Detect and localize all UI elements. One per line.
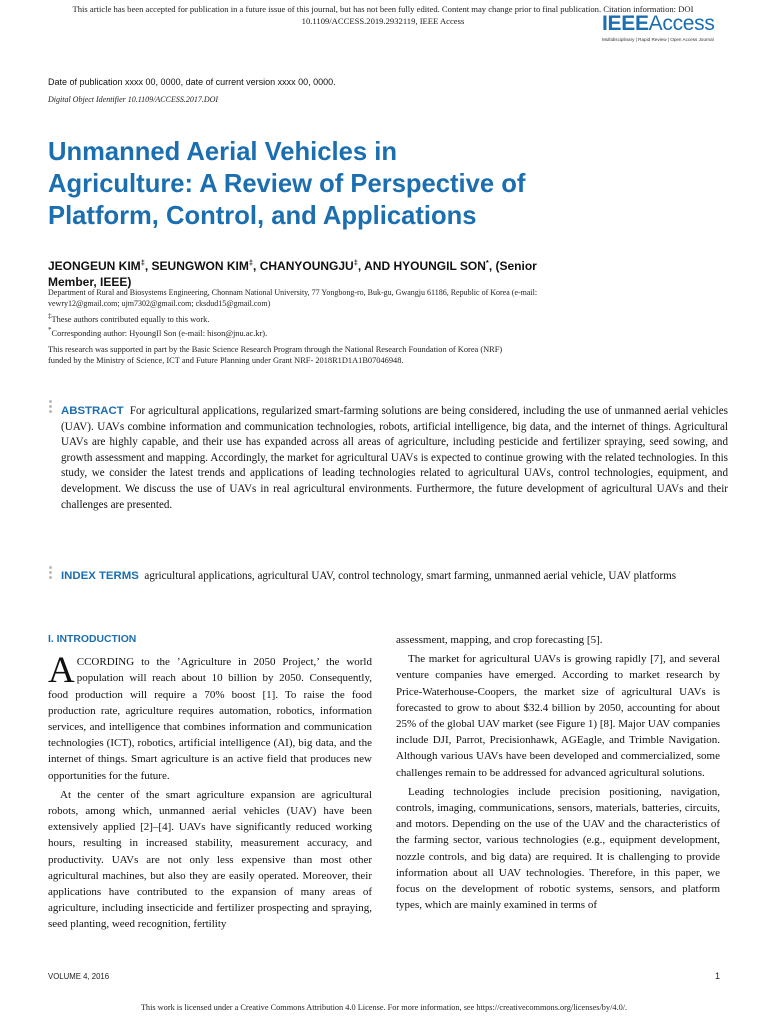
index-terms-text: agricultural applications, agricultural UAV, control technology, smart farming, unmanned aerial vehicle, UAV platforms: [144, 570, 677, 582]
logo-ieee-text: IEEE: [602, 12, 649, 35]
volume-label: VOLUME 4, 2016: [48, 972, 110, 981]
left-column: [48, 632, 372, 933]
intro-paragraph-1: [48, 650, 372, 784]
author-name: , SEUNGWON KIM: [144, 259, 249, 273]
funding-statement: [48, 344, 728, 366]
notice-line-2: 10.1109/ACCESS.2019.2932119, IEEE Access: [301, 16, 465, 26]
affiliation: [48, 288, 728, 309]
author-list: [48, 255, 708, 290]
publication-date: Date of publication xxxx 00, 0000, date of current version xxxx 00, 0000.: [48, 77, 336, 87]
equal-contribution-mark: ‡: [48, 312, 52, 320]
logo-tagline: Multidisciplinary | Rapid Review | Open Access Journal: [602, 37, 714, 42]
ieee-access-logo: [602, 13, 732, 42]
author-notes: [48, 311, 728, 339]
abstract-text: For agricultural applications, regularized smart-farming solutions are being considered, including the use of unmanned aerial vehicles (UAV). UAVs combine information and communication technologies, robots, artificial intelligence, big data, and the internet of things. Agricultural UAVs are highly capable, and their use has expanded across all areas of agriculture, including pesticide and fertilizer spraying, seed sowing, and growth assessment and mapping. Accordingly, the market for agricultural UAVs is expected to continue growing with the related technologies. In this study, we consider the latest trends and applications of leading technologies related to agricultural UAVs, control technologies, equipment, and development. We discuss the use of UAVs in real agricultural environments. Furthermore, the future development of agricultural UAVs and their challenges are presented.: [61, 405, 728, 511]
dropcap: A: [48, 650, 75, 692]
author-name: , CHANYOUNGJU: [253, 259, 354, 273]
author-line-2: Member, IEEE): [48, 275, 132, 289]
author-name: JEONGEUN KIM: [48, 259, 141, 273]
logo-access-text: Access: [648, 12, 715, 35]
abstract-label: ABSTRACT: [61, 405, 124, 417]
title-line: Agriculture: A Review of Perspective of: [48, 170, 526, 198]
index-terms-dots-icon: [49, 566, 53, 581]
right-column: [396, 632, 720, 913]
affiliation-line-2: vewry12@gmail.com; ujm7302@gmail.com; cksdud15@gmail.com): [48, 298, 271, 308]
market-paragraph: The market for agricultural UAVs is growing rapidly [7], and several venture companies have emerged. According to market research by Price-Waterhouse-Coopers, the market size of agricultural UAVs is forecasted to grow to about $32.4 billion by 2050, accounting for about 25% of the global UAV market (see Figure 1) [8]. Major UAV companies include DJI, Parrot, Precisionhawk, AGEagle, and Trimble Navigation. Although various UAVs have been developed and commercialized, some challenges remain to be addressed for advanced agricultural solutions.: [396, 653, 720, 779]
title-line: Unmanned Aerial Vehicles in: [48, 138, 397, 166]
intro-paragraph-2: At the center of the smart agriculture expansion are agricultural robots, among which, unmanned aerial vehicles (UAV) have been extensively applied [2]–[4]. UAVs have significantly reduced working hours, resulting in increased stability, measurement accuracy, and productivity. UAVs are not only less expensive than most other agricultural machines, but also they are easily operated. Moreover, their applications have contributed to the expansion of many areas of agriculture, including insecticide and fertilizer prospecting and spraying, seed planting, weed recognition, fertility: [48, 788, 372, 931]
page-number: 1: [714, 971, 720, 981]
doi-identifier: Digital Object Identifier 10.1109/ACCESS.2017.DOI: [48, 95, 219, 104]
author-mark: ‡: [353, 258, 358, 267]
author-suffix: , (Senior: [488, 259, 537, 273]
title-line: Platform, Control, and Applications: [48, 202, 477, 230]
abstract-dots-icon: [49, 400, 53, 415]
paper-title: [48, 136, 688, 232]
affiliation-line-1: Department of Rural and Biosystems Engineering, Chonnam National University, 77 Yongbong-ro, Buk-gu, Gwangju 61186, Republic of Korea (e-mail:: [48, 288, 538, 297]
continued-paragraph: assessment, mapping, and crop forecasting [5].: [396, 634, 603, 646]
funding-line-2: funded by the Ministry of Science, ICT and Future Planning under Grant NRF- 2018R1D1A1B07046948.: [48, 356, 404, 365]
author-mark: *: [485, 258, 489, 267]
equal-contribution-note: These authors contributed equally to this work.: [51, 314, 210, 324]
author-mark: ‡: [140, 258, 145, 267]
license-notice: This work is licensed under a Creative Commons Attribution 4.0 License. For more information, see https://creativecommons.org/licenses/by/4.0/.: [140, 1003, 628, 1012]
notice-line-1: This article has been accepted for publication in a future issue of this journal, but has not been fully edited. Content may change prior to final publication. Citation information: DOI: [72, 4, 694, 14]
section-heading: I. INTRODUCTION: [48, 634, 137, 645]
funding-line-1: This research was supported in part by the Basic Science Research Program through the National Research Foundation of Korea (NRF): [48, 345, 503, 354]
abstract: [61, 404, 728, 513]
index-terms: [61, 569, 728, 585]
corresponding-author-note: Corresponding author: HyoungIl Son (e-mail: hison@jnu.ac.kr).: [51, 328, 268, 338]
author-name: , AND HYOUNGIL SON: [357, 259, 486, 273]
index-terms-label: INDEX TERMS: [61, 570, 139, 582]
technologies-paragraph: Leading technologies include precision positioning, navigation, controls, imaging, communications, sensors, materials, batteries, circuits, and motors. Depending on the use of the UAV and the characteristics of the farming sector, various technologies (e.g., equipment development, nozzle controls, and big data) are required. It is challenging to provide information about all UAV technologies. Therefore, in this paper, we focus on the development of robotic systems, sensors, and platform types, which are mainly examined in terms of: [396, 785, 720, 912]
paragraph-text: CCORDING to the ’Agriculture in 2050 Project,’ the world population will reach about 10 billion by 2050. Consequently, food production will require a 70% boost [1]. To raise the food production rate, agriculture requires automation, robotics, information services, and intelligence that combines information and communication technologies (ICT), robotics, artificial intelligence (AI), big data, and the internet of things. Smart agriculture is an active field that produces new opportunities for the future.: [48, 656, 372, 782]
corresponding-mark: *: [48, 325, 52, 334]
author-mark: ‡: [248, 258, 254, 267]
